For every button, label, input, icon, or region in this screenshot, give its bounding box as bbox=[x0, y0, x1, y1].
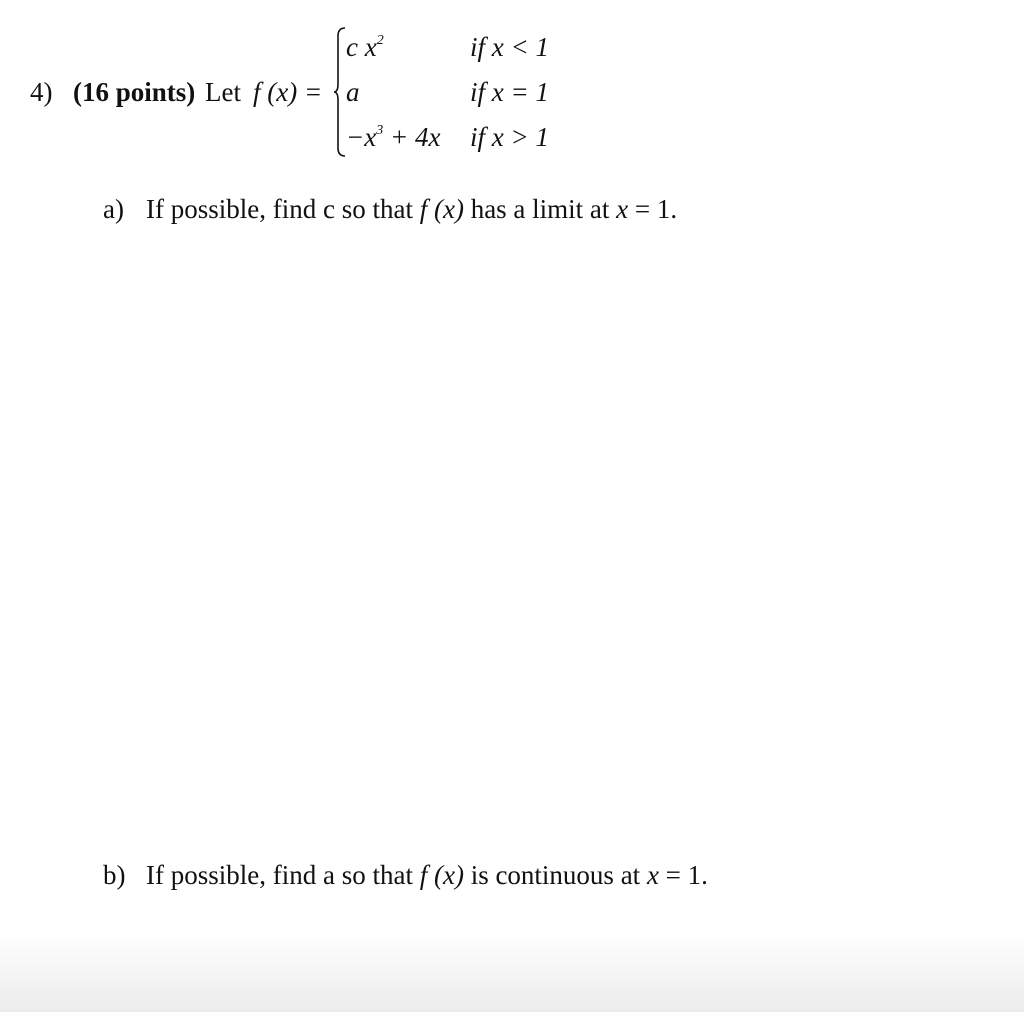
window-bottom-edge bbox=[0, 930, 1024, 1012]
function-definition-lhs: f (x) = bbox=[253, 77, 323, 107]
case-1-expression: c $x^2$ bbox=[346, 32, 384, 62]
let-word: Let bbox=[205, 77, 241, 107]
part-b-question: b) If possible, find a so that f (x) is continuous at x = 1. bbox=[103, 860, 708, 890]
problem-number: 4) bbox=[30, 77, 53, 107]
case-1-condition: if x < 1 bbox=[470, 32, 549, 62]
case-3-expression: $-x^3 + 4x$ bbox=[346, 122, 441, 152]
piecewise-brace bbox=[333, 26, 347, 158]
case-3-condition: if x > 1 bbox=[470, 122, 549, 152]
case-2-expression: a bbox=[346, 77, 360, 107]
part-a-question: a) If possible, find c so that f (x) has a limit at x = 1. bbox=[103, 194, 678, 224]
case-2-condition: if x = 1 bbox=[470, 77, 549, 107]
part-b-label: b) bbox=[103, 860, 126, 890]
points-label: (16 points) bbox=[73, 77, 196, 107]
part-a-label: a) bbox=[103, 194, 124, 224]
